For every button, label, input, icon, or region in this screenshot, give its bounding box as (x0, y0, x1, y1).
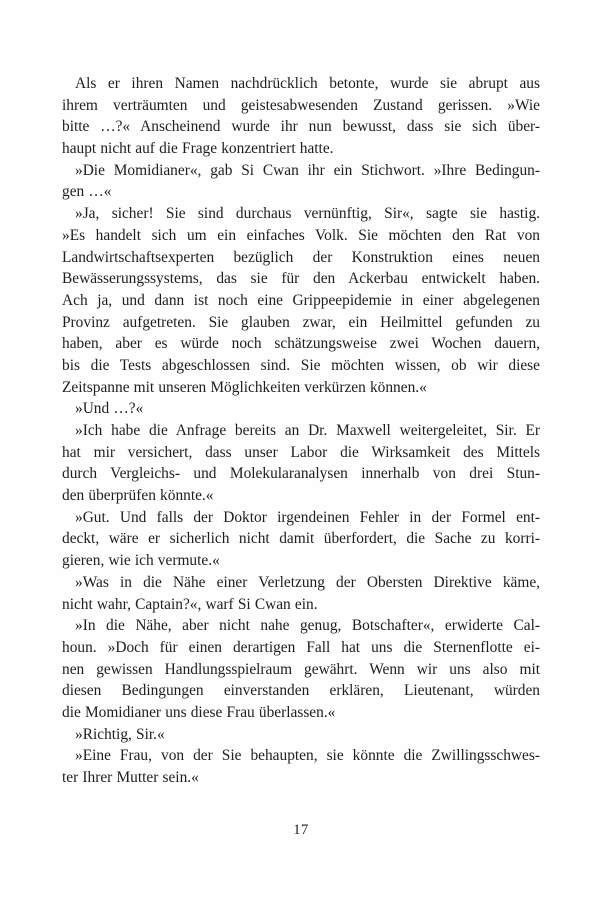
text-line: durch Vergleichs- und Molekularanalysen innerhalb von drei Stun- (62, 465, 540, 483)
page-text (62, 73, 540, 789)
paragraph (62, 724, 540, 746)
text-line: nen gewissen Handlungsspielraum gewährt. Wenn wir uns also mit (62, 660, 540, 678)
page-number: 17 (293, 822, 309, 838)
text-line: diesen Bedingungen einverstanden erklären, Lieutenant, würden (62, 682, 540, 700)
text-line: »In die Nähe, aber nicht nahe genug, Botschafter«, erwiderte Cal- (75, 617, 540, 635)
text-line: »Ja, sicher! Sie sind durchaus vernünftig, Sir«, sagte sie hastig. (75, 205, 540, 223)
text-line: »Die Momidianer«, gab Si Cwan ihr ein Stichwort. »Ihre Bedingun- (75, 161, 540, 179)
text-line: hat mir versichert, dass unser Labor die Wirksamkeit des Mittels (62, 443, 540, 461)
text-line: »Was in die Nähe einer Verletzung der Obersten Direktive käme, (75, 573, 540, 591)
text-line: »Ich habe die Anfrage bereits an Dr. Maxwell weitergeleitet, Sir. Er (75, 422, 540, 439)
text-line: »Gut. Und falls der Doktor irgendeinen Fehler in der Formel ent- (75, 508, 540, 526)
text-line: die Momidianer uns diese Frau überlassen.« (62, 703, 336, 721)
text-line: ter Ihrer Mutter sein.« (62, 769, 199, 786)
text-line: Ach ja, und dann ist noch eine Grippeepidemie in einer abgelegenen (62, 291, 540, 309)
text-line: bitte …?« Anscheinend wurde ihr nun bewusst, dass sie sich über- (62, 118, 540, 136)
paragraph (62, 398, 540, 420)
text-line: haupt nicht auf die Frage konzentriert hatte. (62, 140, 334, 158)
text-line: »Eine Frau, von der Sie behaupten, sie könnte die Zwillingsschwes- (75, 747, 540, 765)
paragraph (62, 420, 540, 507)
text-line: nicht wahr, Captain?«, warf Si Cwan ein. (62, 595, 318, 613)
text-line: »Richtig, Sir.« (75, 725, 165, 743)
paragraph (62, 160, 540, 203)
paragraph (62, 73, 540, 160)
text-line: bis die Tests abgeschlossen sind. Sie möchten wissen, ob wir diese (62, 356, 540, 374)
paragraph (62, 572, 540, 615)
text-line: deckt, wäre er sicherlich nicht damit überfordert, die Sache zu korri- (62, 530, 540, 548)
paragraph (62, 745, 540, 788)
text-line: Landwirtschaftsexperten bezüglich der Konstruktion eines neuen (62, 248, 540, 266)
text-line: »Es handelt sich um ein einfaches Volk. Sie möchten den Rat von (62, 226, 540, 244)
text-line: ihrem verträumten und geistesabwesenden Zustand gerissen. »Wie (62, 96, 540, 114)
text-line: Als er ihren Namen nachdrücklich betonte, wurde sie abrupt aus (75, 75, 540, 92)
text-line: Zeitspanne mit unseren Möglichkeiten verkürzen können.« (62, 378, 427, 396)
text-line: gieren, wie ich vermute.« (62, 552, 220, 570)
text-line: Provinz aufgetreten. Sie glauben zwar, ein Heilmittel gefunden zu (62, 313, 540, 331)
text-line: den überprüfen könnte.« (62, 487, 214, 505)
text-line: houn. »Doch für einen derartigen Fall hat uns die Sternenflotte ei- (62, 638, 540, 656)
text-line: Bewässerungssystems, das sie für den Ackerbau entwickelt haben. (62, 270, 540, 288)
text-line: haben, aber es würde noch schätzungsweise zwei Wochen dauern, (62, 335, 540, 353)
paragraph (62, 615, 540, 723)
paragraph (62, 507, 540, 572)
paragraph (62, 203, 540, 398)
text-line: gen …« (62, 183, 112, 201)
text-line: »Und …?« (75, 400, 144, 418)
